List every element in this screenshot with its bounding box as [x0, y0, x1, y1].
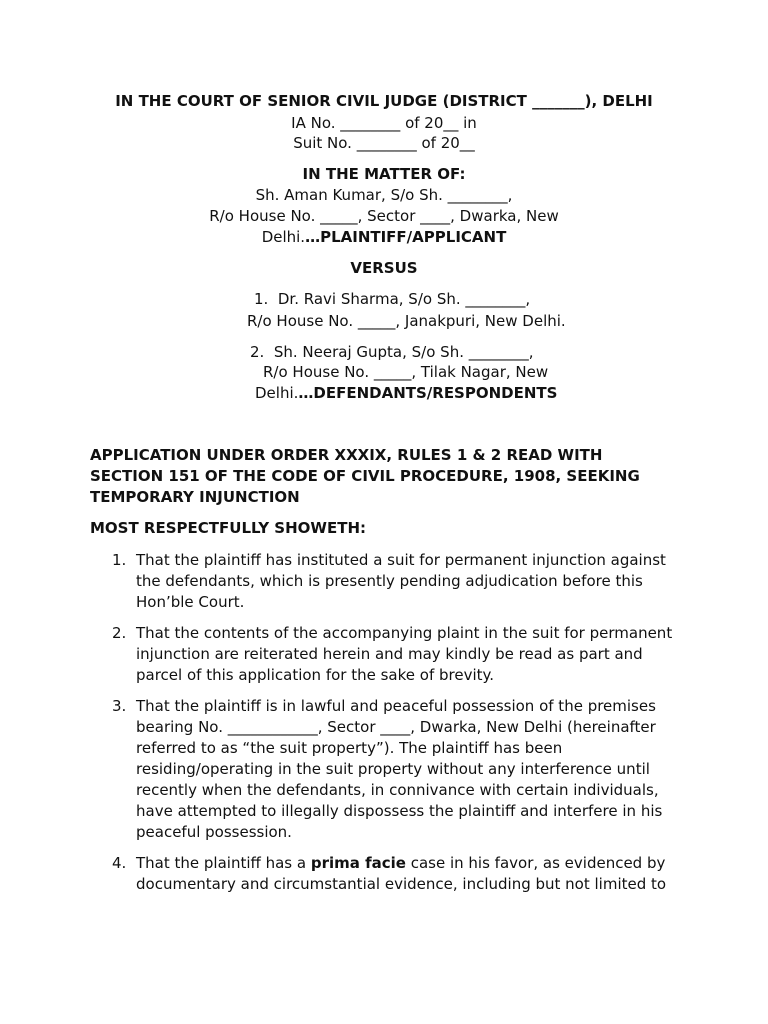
versus-label: VERSUS [350, 259, 418, 277]
defendant-2-address-line: R/o House No. _____, Tilak Nagar, New [263, 363, 549, 381]
paragraph-text: That the plaintiff has instituted a suit for permanent injunction against the defendants, which is presently pending adjudication before this Hon’ble Court. [136, 551, 666, 611]
plaintiff-role-line [0, 227, 768, 248]
paragraph-text-emphasis: prima facie [310, 854, 406, 872]
paragraph-number: 4. [112, 854, 127, 872]
plaintiff-name-line: Sh. Aman Kumar, S/o Sh. ________, [255, 186, 513, 204]
defendant-2-name-line [250, 342, 534, 363]
defendant-role-line [255, 383, 557, 404]
showeth-heading: MOST RESPECTFULLY SHOWETH: [90, 519, 366, 537]
defendant-2-address-end: Delhi. [255, 384, 299, 402]
plaintiff-role: …PLAINTIFF/APPLICANT [305, 228, 507, 246]
defendant-1-name: Dr. Ravi Sharma, S/o Sh. ________, [277, 290, 531, 308]
paragraph-item [90, 853, 690, 895]
defendant-2-name: Sh. Neeraj Gupta, S/o Sh. ________, [273, 343, 534, 361]
paragraph-text-end: case in his favor, as evidenced by documentary and circumstantial evidence, including but not limited to [136, 854, 667, 893]
suit-number-line: Suit No. ________ of 20__ [293, 134, 475, 152]
paragraph-item [90, 550, 690, 613]
paragraph-text: That the contents of the accompanying plaint in the suit for permanent injunction are reiterated herein and may kindly be read as part and parcel of this application for the sake of brevity. [136, 624, 673, 684]
application-title: APPLICATION UNDER ORDER XXXIX, RULES 1 & 2 READ WITH SECTION 151 OF THE CODE OF CIVIL PROCEDURE, 1908, SEEKING TEMPORARY INJUNCTION [90, 446, 640, 506]
ia-number-line: IA No. ________ of 20__ in [291, 114, 477, 132]
paragraph-number: 3. [112, 697, 127, 715]
paragraph-text [136, 853, 690, 895]
paragraph-number: 1. [112, 551, 127, 569]
defendant-1-address-line: R/o House No. _____, Janakpuri, New Delhi. [247, 312, 566, 330]
paragraph-list [90, 550, 690, 905]
paragraph-number: 2. [112, 624, 127, 642]
defendant-role: …DEFENDANTS/RESPONDENTS [298, 384, 558, 402]
defendant-1-number: 1. [254, 290, 269, 308]
plaintiff-address-end: Delhi. [261, 228, 306, 246]
paragraph-text-start: That the plaintiff has a [136, 854, 311, 872]
paragraph-item [90, 696, 690, 843]
paragraph-text: That the plaintiff is in lawful and peaceful possession of the premises bearing No. ____________, Sector ____, Dwarka, New Delhi (hereinafter referred to as “the suit property”). The plaintiff has been residing/operating in the suit property without any interference until recently when the defendants, in connivance with certain individuals, have attempted to illegally dispossess the plaintiff and interfere in his peaceful possession. [136, 697, 663, 841]
defendant-1-name-line [254, 289, 530, 310]
paragraph-item [90, 623, 690, 686]
court-heading: IN THE COURT OF SENIOR CIVIL JUDGE (DISTRICT _______), DELHI [115, 92, 653, 110]
defendant-2-number: 2. [250, 343, 265, 361]
matter-label: IN THE MATTER OF: [302, 165, 466, 183]
plaintiff-address-line: R/o House No. _____, Sector ____, Dwarka, New [209, 207, 559, 225]
